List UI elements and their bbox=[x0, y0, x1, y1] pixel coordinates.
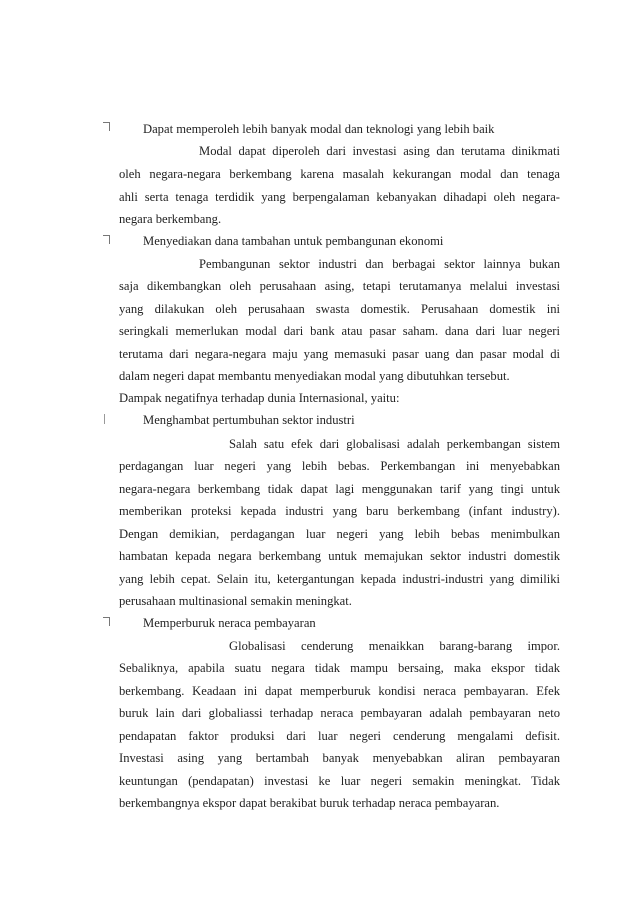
section-heading: Menyediakan dana tambahan untuk pembangunan ekonomi bbox=[143, 234, 444, 248]
section-heading: Menghambat pertumbuhan sektor industri bbox=[143, 413, 355, 427]
paragraph-line: Globalisasi cenderung menaikkan barang-barang impor. bbox=[229, 639, 560, 653]
paragraph-line: memberikan proteksi kepada industri yang baru berkembang (infant industry). bbox=[119, 504, 560, 518]
paragraph-line: buruk lain dari globaliassi terhadap neraca pembayaran adalah pembayaran neto bbox=[119, 706, 560, 720]
paragraph-line: negara-negara berkembang tidak dapat lagi menggunakan tarif yang tingi untuk bbox=[119, 482, 560, 496]
paragraph-line: Modal dapat diperoleh dari investasi asing dan terutama dinikmati bbox=[199, 144, 560, 158]
intro-negative: Dampak negatifnya terhadap dunia Internasional, yaitu: bbox=[119, 391, 400, 405]
paragraph-line: hambatan kepada negara berkembang untuk memajukan sektor industri domestik bbox=[119, 549, 560, 563]
paragraph-line: keuntungan (pendapatan) investasi ke luar negeri semakin meningkat. Tidak bbox=[119, 774, 560, 788]
paragraph-line: pendapatan faktor produksi dari luar negeri cenderung mengalami defisit. bbox=[119, 729, 560, 743]
paragraph-line: terutama dari negara-negara maju yang memasuki pasar uang dan pasar modal di bbox=[119, 347, 560, 361]
bullet-icon bbox=[103, 414, 105, 424]
bullet-icon bbox=[103, 122, 110, 131]
paragraph-line: berkembangnya ekspor dapat berakibat buruk terhadap neraca pembayaran. bbox=[119, 796, 500, 810]
paragraph-line: ahli serta tenaga terdidik yang berpengalaman kebanyakan dihadapi oleh negara- bbox=[119, 190, 560, 204]
paragraph-line: Salah satu efek dari globalisasi adalah perkembangan sistem bbox=[229, 437, 560, 451]
paragraph-line: Investasi asing yang bertambah banyak menyebabkan aliran pembayaran bbox=[119, 751, 560, 765]
paragraph-line: Sebaliknya, apabila suatu negara tidak mampu bersaing, maka ekspor tidak bbox=[119, 661, 560, 675]
paragraph-line: negara berkembang. bbox=[119, 212, 222, 226]
paragraph-line: dalam negeri dapat membantu menyediakan modal yang dibutuhkan tersebut. bbox=[119, 369, 510, 383]
paragraph-line: yang dilakukan oleh perusahaan swasta domestik. Perusahaan domestik ini bbox=[119, 302, 560, 316]
section-heading: Dapat memperoleh lebih banyak modal dan teknologi yang lebih baik bbox=[143, 122, 495, 136]
paragraph-line: perusahaan multinasional semakin meningkat. bbox=[119, 594, 352, 608]
paragraph-line: oleh negara-negara berkembang karena masalah kekurangan modal dan tenaga bbox=[119, 167, 560, 181]
paragraph-line: seringkali memerlukan modal dari bank atau pasar saham. dana dari luar negeri bbox=[119, 324, 560, 338]
paragraph-line: Dengan demikian, perdagangan luar negeri yang lebih bebas menimbulkan bbox=[119, 527, 560, 541]
paragraph-line: perdagangan luar negeri yang lebih bebas. Perkembangan ini menyebabkan bbox=[119, 459, 560, 473]
paragraph-line: saja dikembangkan oleh perusahaan asing, tetapi terutamanya melalui investasi bbox=[119, 279, 560, 293]
paragraph-line: Pembangunan sektor industri dan berbagai sektor lainnya bukan bbox=[199, 257, 560, 271]
paragraph-line: yang lebih cepat. Selain itu, ketergantungan kepada industri-industri yang dimiliki bbox=[119, 572, 560, 586]
paragraph-line: berkembang. Keadaan ini dapat memperburuk kondisi neraca pembayaran. Efek bbox=[119, 684, 560, 698]
bullet-icon bbox=[103, 617, 110, 626]
section-heading: Memperburuk neraca pembayaran bbox=[143, 616, 316, 630]
bullet-icon bbox=[103, 235, 110, 244]
